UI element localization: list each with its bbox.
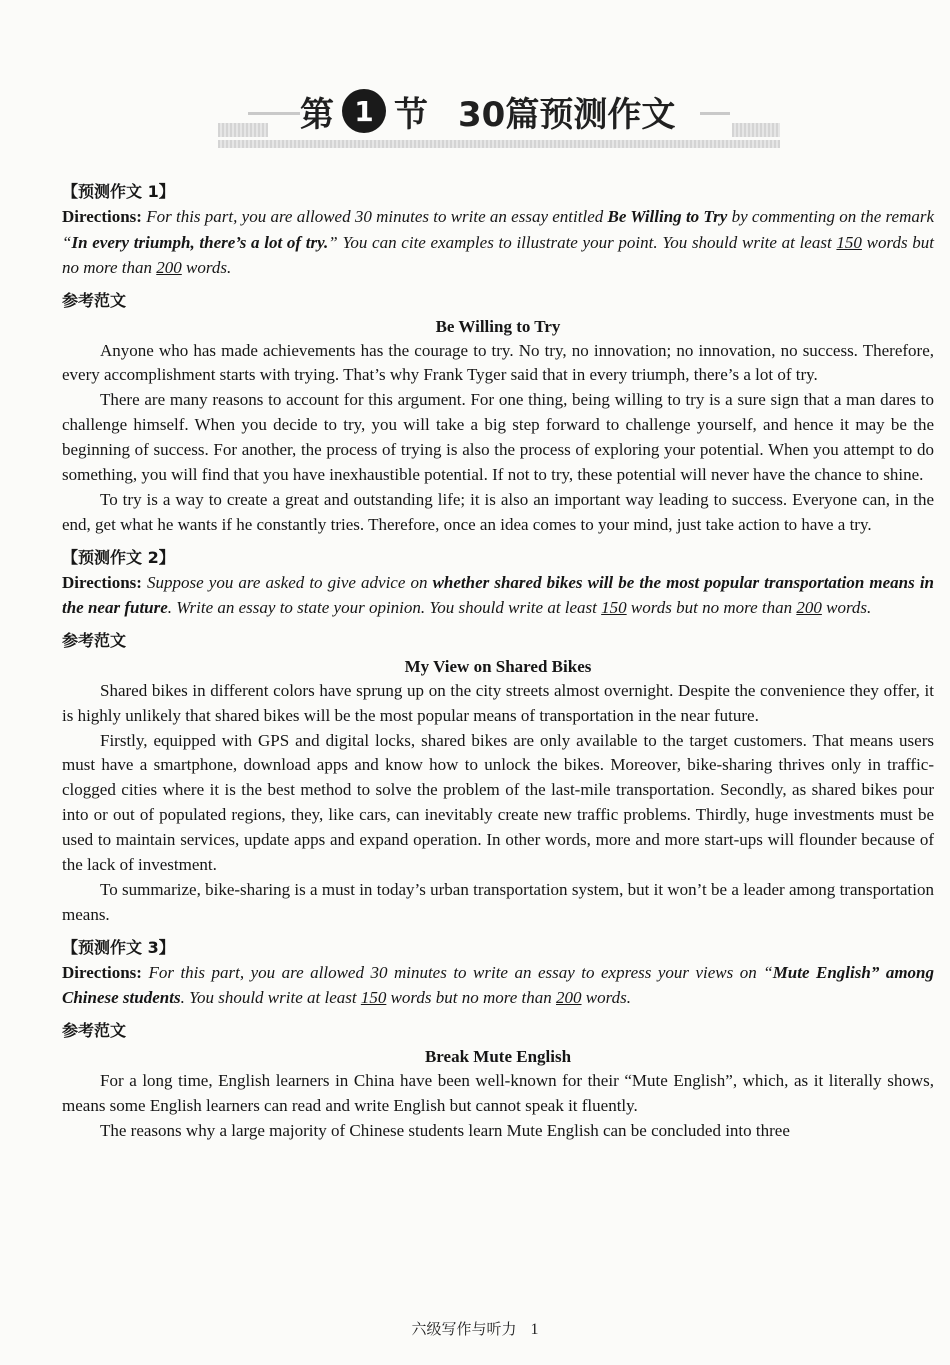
directions-text: words but no more than <box>630 598 793 618</box>
page-content <box>62 178 934 1144</box>
directions-text: words but no more than <box>390 988 552 1008</box>
header-band <box>218 140 780 148</box>
min-words: 150 <box>601 598 627 618</box>
directions-text: Suppose you are asked to give advice on <box>147 572 428 592</box>
essay-title-1: Be Willing to Try <box>435 316 561 336</box>
directions-text: words. <box>585 988 631 1008</box>
essay-label-3: 【预测作文 3】 <box>62 937 175 957</box>
directions-text: For this part, you are allowed 30 minutes to write an essay entitled <box>146 207 604 226</box>
page-title <box>300 86 720 136</box>
essay-paragraph: The reasons why a large majority of Chinese students learn Mute English can be concluded into three <box>100 1120 790 1140</box>
essay-paragraph: Firstly, equipped with GPS and digital locks, shared bikes are only available to the target customers. That means users must have a smartphone, download apps and know how to unlock the bikes. Moreover, bike-sharing thrives only in traffic-clogged cities where it is the best method to solve the problem of the last-mile transportation. Secondly, as shared bikes pour into or out of populated regions, they, like cars, can inevitably create new traffic problems. Thirdly, huge investments must be used to maintain services, update apps and expand operation. In other words, more and more start-ups will flounder because of the lack of investment. <box>62 730 934 875</box>
reference-label-3: 参考范文 <box>62 1020 127 1040</box>
max-words: 200 <box>796 598 822 618</box>
page-number: 1 <box>530 1321 539 1338</box>
directions-text: . Write an essay to state your opinion. You should write at least <box>167 598 597 618</box>
header-band-right <box>732 123 780 137</box>
directions-emphasis: Mute English” among Chinese students <box>62 962 934 1008</box>
directions-1 <box>62 204 934 281</box>
min-words: 150 <box>360 988 387 1008</box>
essay-label-2: 【预测作文 2】 <box>62 547 175 567</box>
title-prefix: 第 <box>300 94 334 135</box>
page-footer <box>0 1318 950 1339</box>
directions-text: by commenting on the remark “ <box>62 207 935 252</box>
directions-text: For this part, you are allowed 30 minutes to write an essay to express your views on “ <box>148 962 773 982</box>
title-main: 30篇预测作文 <box>458 94 676 135</box>
essay-title-3: Break Mute English <box>424 1046 572 1066</box>
directions-lead: Directions: <box>62 962 142 982</box>
directions-text: words. <box>186 258 232 277</box>
directions-emphasis: Be Willing to Try <box>607 207 728 226</box>
essay-paragraph: There are many reasons to account for this argument. For one thing, being willing to try is a sure sign that a man dares to challenge himself. When you decide to try, you will take a big step forward to challenge yourself, and hence it may be the beginning of success. For another, the process of trying is also the process of exploring your potential. When you attempt to do something, you will find that you have inexhaustible potential. If not to try, these potential will never have the chance to shine. <box>62 390 934 485</box>
max-words: 200 <box>556 988 582 1008</box>
essay-paragraph: To summarize, bike-sharing is a must in today’s urban transportation system, but it won’t be a leader among transportation means. <box>62 880 934 924</box>
directions-text: words. <box>826 598 872 618</box>
directions-text: ” You can cite examples to illustrate your point. You should write at least <box>328 232 832 252</box>
book-title: 六级写作与听力 <box>411 1320 517 1338</box>
directions-lead: Directions: <box>62 572 142 592</box>
essay-title-2: My View on Shared Bikes <box>404 656 592 676</box>
reference-label-2: 参考范文 <box>62 630 127 650</box>
essay-paragraph: To try is a way to create a great and outstanding life; it is also an important way leading to success. Everyone can, in the end, get what he wants if he constantly tries. Therefore, once an idea comes to your mind, just take action to have a try. <box>62 489 934 534</box>
max-words: 200 <box>156 258 182 277</box>
title-suffix: 节 <box>394 94 428 135</box>
chapter-header <box>0 78 950 158</box>
directions-text: . You should write at least <box>180 988 357 1008</box>
reference-label-1: 参考范文 <box>62 290 127 310</box>
essay-label-1: 【预测作文 1】 <box>62 182 175 201</box>
directions-text: words but no more than <box>62 232 935 277</box>
directions-lead: Directions: <box>62 207 142 226</box>
essay-paragraph: Shared bikes in different colors have sprung up on the city streets almost overnight. Despite the convenience they offer, it is highly unlikely that shared bikes will be the most popular means of transportation in the near future. <box>62 680 934 725</box>
directions-3 <box>62 960 934 1011</box>
directions-quote: In every triumph, there’s a lot of try. <box>71 232 329 252</box>
directions-emphasis: whether shared bikes will be the most popular transportation means in the near future <box>62 572 935 618</box>
min-words: 150 <box>836 232 862 252</box>
essay-paragraph: Anyone who has made achievements has the courage to try. No try, no innovation; no innovation, no success. Therefore, every accomplishment starts with trying. That’s why Frank Tyger said that in every triumph, there’s a lot of try. <box>62 340 934 385</box>
header-band-left <box>218 123 268 137</box>
essay-paragraph: For a long time, English learners in China have been well-known for their “Mute English”, which, as it literally shows, means some English learners can read and write English but cannot speak it fluently. <box>62 1070 934 1115</box>
section-number-badge: 1 <box>342 89 386 133</box>
directions-2 <box>62 570 934 621</box>
header-rule-left <box>248 112 300 115</box>
